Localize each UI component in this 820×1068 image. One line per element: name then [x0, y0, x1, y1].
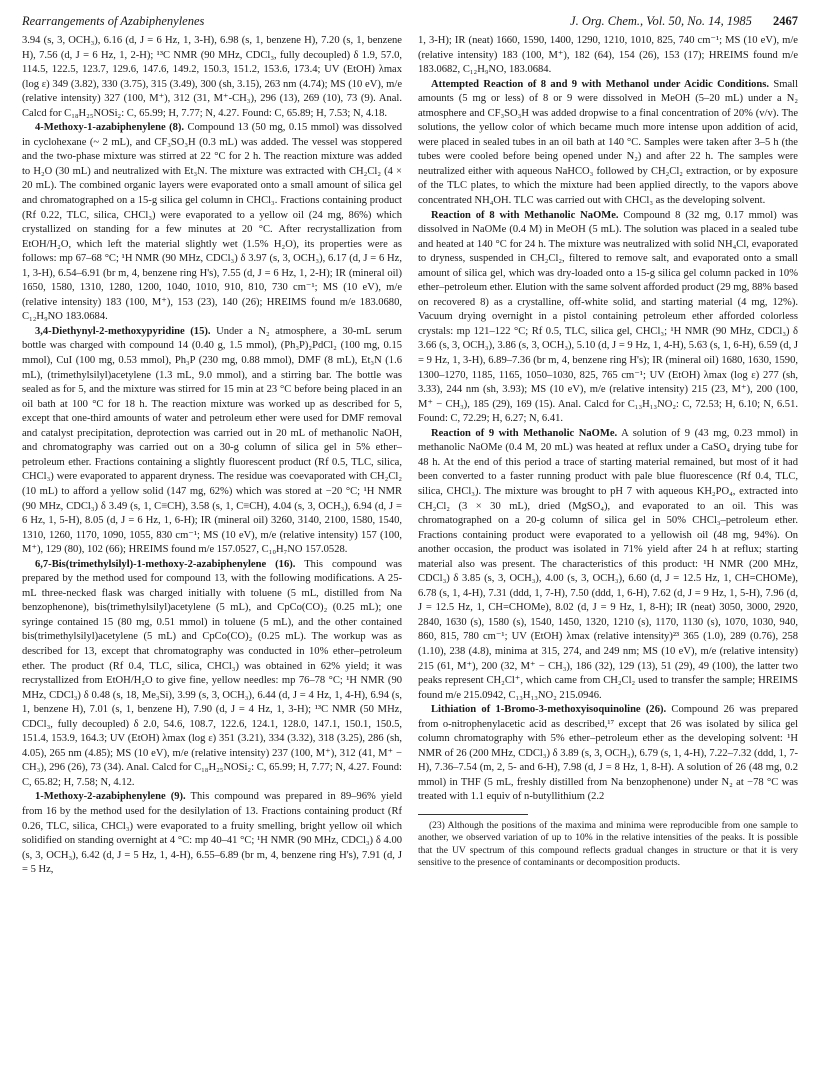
paragraph-text: 1, 3-H); IR (neat) 1660, 1590, 1400, 1290, 1210, 1010, 825, 740 cm⁻¹; MS (10 eV), m/e (relative intensity) 183 (100, M⁺), 182 (64), 154 (26), 153 (17); HREIMS found m/e 183.0682, C₁₂H₉NO, 183.0684. [418, 35, 798, 76]
footnote: (23) Although the positions of the maxima and minima were reproducible from one sample to another, we observed variation of up to 10% in the relative intensities of the peaks. It is possible that the UV spectrum of this compound reflects gradual changes in structure or that it is very sensitive to the presence of contaminants or decomposition products. [418, 820, 798, 869]
running-title: Rearrangements of Azabiphenylenes [22, 14, 205, 28]
paragraph [418, 209, 798, 427]
section-heading: Reaction of 9 with Methanolic NaOMe. [431, 427, 618, 439]
paragraph [22, 121, 402, 325]
footnote-rule [418, 814, 528, 815]
section-heading: 1-Methoxy-2-azabiphenylene (9). [35, 791, 186, 803]
paragraph [22, 790, 402, 877]
paragraph-text: Compound 26 was prepared from o-nitrophenylacetic acid as described,¹⁷ except that 26 was isolated by silica gel column chromatography with 5% ether–petroleum ether as the developing solvent: ¹H NMR of 26 (200 MHz, CDCl₃) δ 3.89 (s, 3, OCH₃), 6.79 (s, 1, 4-H), 7.22–7.32 (ddd, 1, 7-H), 7.36–7.54 (m, 2, 5- and 6-H), 7.98 (d, J = 8 Hz, 1, 8-H). A solution of 26 (48 mg, 0.2 mmol) in THF (5 mL, freshly distilled from Na benzophenone) under N₂ at −78 °C was treated with 1.1 equiv of n-butyllithium (2.2 [418, 704, 798, 803]
running-header [22, 14, 798, 34]
paragraph-text: A solution of 9 (43 mg, 0.23 mmol) in methanolic NaOMe (0.4 M, 20 mL) was heated at reflux under a CaSO₄ drying tube for 48 h. At the end of this period a trace of starting material remained, but most of it had been converted to a faster running product with pale blue fluorescence (Rf 0.4, TLC, silica, CHCl₃). The mixture was brought to pH 7 with aqueous KH₂PO₄, extracted into CH₂Cl₂ (3 × 30 mL), dried (MgSO₄), and evaporated to an oil. This was chromatographed on a 20-g column of silica gel in 50% CHCl₃–petroleum ether. Fractions containing product were evaporated to a yellowish oil (48 mg, 94%). On another occasion, the product was isolated in 71% yield after 24 h at reflux; starting material also was present. The characteristics of this product: ¹H NMR (200 MHz, CDCl₃) δ 3.85 (s, 3, OCH₃), 4.00 (s, 3, OCH₃), 6.60 (d, J = 12.5 Hz, 1, CH=CHOMe), 6.78 (s, 1, 4-H), 7.31 (ddd, 1, 7-H), 7.50 (ddd, 1, 6-H), 7.62 (d, J = 9 Hz, 1, 5-H), 7.96 (d, J = 12.5 Hz, 1, CH=CHOMe), 8.02 (d, J = 9 Hz, 1, 8-H); IR (neat) 3050, 3000, 2920, 2840, 1630 (s), 1580 (s), 1540, 1450, 1320, 1210 (s), 1170, 1130 (s), 1070, 1030, 940, 860, 815, 780 cm⁻¹; UV (EtOH) λmax (relative intensity)²³ 365 (1.0), 289 (0.76), 258 (1.10), 238 (4.8), minima at 315, 274, and 249 nm; MS (10 eV), m/e (relative intensity) 215 (61, M⁺), 200 (32, M⁺ − CH₃), 186 (32), 129 (13), 51 (29), 49 (100), the latter two peaks represent CH₂Cl⁺, which came from CH₂Cl₂ used to transfer the sample; HREIMS found m/e 215.0942, C₁₃H₁₃NO₂ 215.0946. [418, 427, 798, 701]
section-heading: 4-Methoxy-1-azabiphenylene (8). [35, 122, 185, 134]
journal-name: J. Org. Chem., Vol. 50, No. 14, 1985 [570, 14, 752, 28]
section-heading: Attempted Reaction of 8 and 9 with Methanol under Acidic Conditions. [431, 78, 770, 90]
paragraph [22, 34, 402, 121]
section-heading: Reaction of 8 with Methanolic NaOMe. [431, 209, 619, 221]
page-number: 2467 [773, 14, 798, 28]
paragraph-text: Under a N₂ atmosphere, a 30-mL serum bottle was charged with compound 14 (0.40 g, 1.5 mmol), (Ph₃P)₂PdCl₂ (100 mg, 0.15 mmol), CuI (100 mg, 0.53 mmol), Ph₃P (230 mg, 0.88 mmol), DMF (8 mL), Et₃N (1.6 mL), (trimethylsilyl)acetylene (1.3 mL, 9.0 mmol), and a stirring bar. The bottle was sealed as for 5, and the mixture was stirred for 15 min at 23 °C before being placed in an oil bath at 100 °C for 18 h. The reaction mixture was worked up as described for 5, except that one-third amounts of water and petroleum ether were used for DMF removal and catalyst precipitation, deprotection was carried out in 20 mL of methanolic NaOH, and chromatography was carried out on a 30-g column of silica gel in 5% ether–petroleum ether. Fractions containing a slightly fluorescent product (Rf 0.5, TLC, silica, CHCl₃) were evaporated to apparent dryness. The residue was coevaporated with CH₂Cl₂ (10 mL) to afford a yellow solid (147 mg, 62%) which was stored at −20 °C; ¹H NMR (90 MHz, CDCl₃) δ 3.49 (s, 1, C≡CH), 3.58 (s, 1, C≡CH), 4.04 (s, 3, OCH₃), 6.94 (d, J = 6 Hz, 1, 5-H), 8.05 (d, J = 6 Hz, 1, 6-H); IR (mineral oil) 3260, 3140, 2100, 1580, 1540, 1310, 1260, 1170, 1090, 1055, 830 cm⁻¹; MS (10 eV), m/e (relative intensity) 157 (100, M⁺), 129 (80), 102 (66); HREIMS found m/e 157.0527, C₁₀H₇NO 157.0528. [22, 325, 402, 556]
paragraph-text: Compound 13 (50 mg, 0.15 mmol) was dissolved in cyclohexane (~ 2 mL), and CF₃SO₃H (0.3 mL) was added. The vessel was stoppered and the two-phase mixture was stirred at 22 °C for 2 h. The reaction mixture was added to H₂O (30 mL) and neutralized with Et₃N. The mixture was extracted with CH₂Cl₂ (4 × 20 mL). The combined organic layers were evaporated onto a small amount of silica gel and chromatographed on a 15-g silica gel column in CHCl₃. Fractions containing product (Rf 0.22, TLC, silica, CHCl₃) were evaporated to a yellow oil (24 mg, 86%) which crystallized on standing for a few minutes at 20 °C. After recrystallization from EtOH/H₂O, which left the material slightly wet (1.5% H₂O), its properties were as follows: mp 67–68 °C; ¹H NMR (90 MHz, CDCl₃) δ 3.97 (s, 3, OCH₃), 6.17 (d, J = 6 Hz, 1, 3-H), 6.54–6.91 (br m, 4, benzene ring H's), 7.55 (d, J = 6 Hz, 1, 2-H); IR (mineral oil) 1650, 1580, 1310, 1280, 1200, 1040, 1010, 910, 810, 730 cm⁻¹; MS (10 eV), m/e (relative intensity) 183 (100, M⁺), 153 (23), 140 (26); HREIMS found m/e 183.0680, C₁₂H₉NO 183.0684. [22, 122, 402, 323]
section-heading: 3,4-Diethynyl-2-methoxypyridine (15). [35, 325, 211, 337]
paragraph [22, 558, 402, 791]
journal-citation [570, 14, 798, 29]
left-column [22, 34, 402, 1054]
paragraph [418, 78, 798, 209]
paragraph [418, 703, 798, 805]
section-heading: Lithiation of 1-Bromo-3-methoxyisoquinoline (26). [431, 704, 667, 716]
paragraph-text: This compound was prepared by the method used for compound 13, with the following modifications. A 25-mL three-necked flask was charged initially with toluene (5 mL, distilled from Na benzophenone), bis(trimethylsilyl)acetylene (5 mL), and CpCo(CO)₂ (0.25 mL); one syringe contained 15 (80 mg, 0.51 mmol) in toluene (5 mL), and the other contained bis(trimethylsilyl)acetylene (5 mL) and CpCo(CO)₂ (0.25 mL). The workup was as described for 13, except that chromatography was conducted in 10% ether–petroleum ether. The product (Rf 0.4, TLC, silica, CHCl₃) was obtained in 62% yield; it was recrystallized from EtOH/H₂O to give fine, yellow needles: mp 76–78 °C; ¹H NMR (90 MHz, CDCl₃) δ 0.48 (s, 18, Me₃Si), 3.99 (s, 3, OCH₃), 6.44 (d, J = 4 Hz, 1, 4-H), 6.94 (s, 1, benzene H), 7.01 (s, 1, benzene H), 7.90 (d, J = 4 Hz, 1, 3-H); ¹³C NMR (50 MHz, CDCl₃, fully decoupled) δ 2.0, 54.6, 108.7, 122.6, 124.1, 128.0, 147.1, 150.1, 150.5, 151.4, 153.9, 164.3; UV (EtOH) λmax (log ε) 351 (3.21), 334 (3.32), 318 (3.25), 286 (sh, 4.05), 265 nm (4.85); MS (10 eV), m/e (relative intensity) 237 (100, M⁺), 312 (41, M⁺ − CH₃), 296 (26), 73 (34). Anal. Calcd for C₁₈H₂₅NOSi₂: C, 65.99; H, 7.77; N, 4.27. Found: C, 65.82; H, 7.58; N, 4.12. [22, 558, 402, 788]
paragraph-text: 3.94 (s, 3, OCH₃), 6.16 (d, J = 6 Hz, 1, 3-H), 6.98 (s, 1, benzene H), 7.20 (s, 1, benzene H), 7.56 (d, J = 6 Hz, 1, 2-H); ¹³C NMR (90 MHz, CDCl₃, fully decoupled) δ 1.9, 57.0, 114.5, 122.5, 123.7, 129.6, 147.6, 149.2, 150.3, 151.2, 153.6, 173.4; UV (EtOH) λmax (log ε) 349 (3.82), 330 (3.75), 315 (3.49), 300 (sh, 3.15), 263 nm (4.74); MS (10 eV), m/e (relative intensity) 327 (100, M⁺), 312 (31, M⁺-CH₃), 296 (13), 269 (10), 73 (9). Anal. Calcd for C₁₈H₂₅NOSi₂: C, 65.99; H, 7.77; N, 4.27. Found: C, 65.89; H, 7.53; N, 4.18. [22, 35, 402, 119]
paragraph-text: Compound 8 (32 mg, 0.17 mmol) was dissolved in NaOMe (0.4 M) in MeOH (5 mL). The solution was placed in a sealed tube and heated at 140 °C for 24 h. The mixture was neutralized with solid NH₄Cl, evaporated to dryness, suspended in CH₂Cl₂, filtered to remove salt, and evaporated onto a small amount of silica gel, which was dry-loaded onto a 15-g silica gel column packed in 10% ether–petroleum ether. Elution with the same solvent afforded product (29 mg, 88% based on recovered 8) as a crystalline, off-white solid, and starting material (4 mg, 12%). Vacuum drying overnight in a pistol containing petroleum ether afforded colorless crystals: mp 121–122 °C; Rf 0.5, TLC, silica gel, CHCl₃; ¹H NMR (90 MHz, CDCl₃) δ 3.66 (s, 3, OCH₃), 3.86 (s, 3, OCH₃), 5.10 (d, J = 9 Hz, 1, 4-H), 5.63 (s, 1, 6-H), 6.59 (d, J = 9 Hz, 1, 3-H), 6.89–7.36 (br m, 4, benzene ring H's); IR (mineral oil) 1680, 1630, 1590, 1300–1270, 1185, 1165, 1050–1030, 825, 765 cm⁻¹; UV (EtOH) λmax (log ε) 277 (sh, 3.33), 244 nm (sh, 3.93); MS (10 eV), m/e (relative intensity) 215 (23, M⁺), 200 (100, M⁺ − CH₃), 185 (29), 169 (15). Anal. Calcd for C₁₃H₁₃NO₂: C, 72.53; H, 6.10; N, 6.51. Found: C, 72.29; H, 6.27; N, 6.41. [418, 209, 798, 425]
paragraph [418, 34, 798, 78]
paragraph-text: This compound was prepared in 89–96% yield from 16 by the method used for the desilylation of 13. Fractions containing product (Rf 0.26, TLC, silica, CHCl₃) were evaporated to a fruity smelling, bright yellow oil which solidified on standing overnight at 4 °C: mp 40–41 °C; ¹H NMR (90 MHz, CDCl₃) δ 4.00 (s, 3, OCH₃), 6.42 (d, J = 5 Hz, 1, 4-H), 6.55–6.89 (br m, 4, benzene ring H's), 7.91 (d, J = 5 Hz, [22, 791, 402, 876]
paragraph-text: Small amounts (5 mg or less) of 8 or 9 were dissolved in MeOH (5–20 mL) under a N₂ atmosphere and CF₃SO₃H was added dropwise to a final concentration of 20% (v/v). The solutions, the yellow color of which became much more intense upon addition of acid, were placed in sealed tubes in an oil bath at 140 °C. Samples were taken after 3–5 h (the tubes were cooled before being opened under N₂) and after 22 h. The samples were neutralized either with aqueous NaHCO₃ followed by CH₂Cl₂ extraction, or by exposure of the TLC plates, to which the mixture had been applied directly, to the vapors above concentrated NH₄OH. TLC was carried out with CHCl₃ as the developing solvent. [418, 78, 798, 207]
paragraph [418, 427, 798, 703]
paragraph [22, 325, 402, 558]
right-column [418, 34, 798, 1054]
section-heading: 6,7-Bis(trimethylsilyl)-1-methoxy-2-azabiphenylene (16). [35, 558, 296, 570]
